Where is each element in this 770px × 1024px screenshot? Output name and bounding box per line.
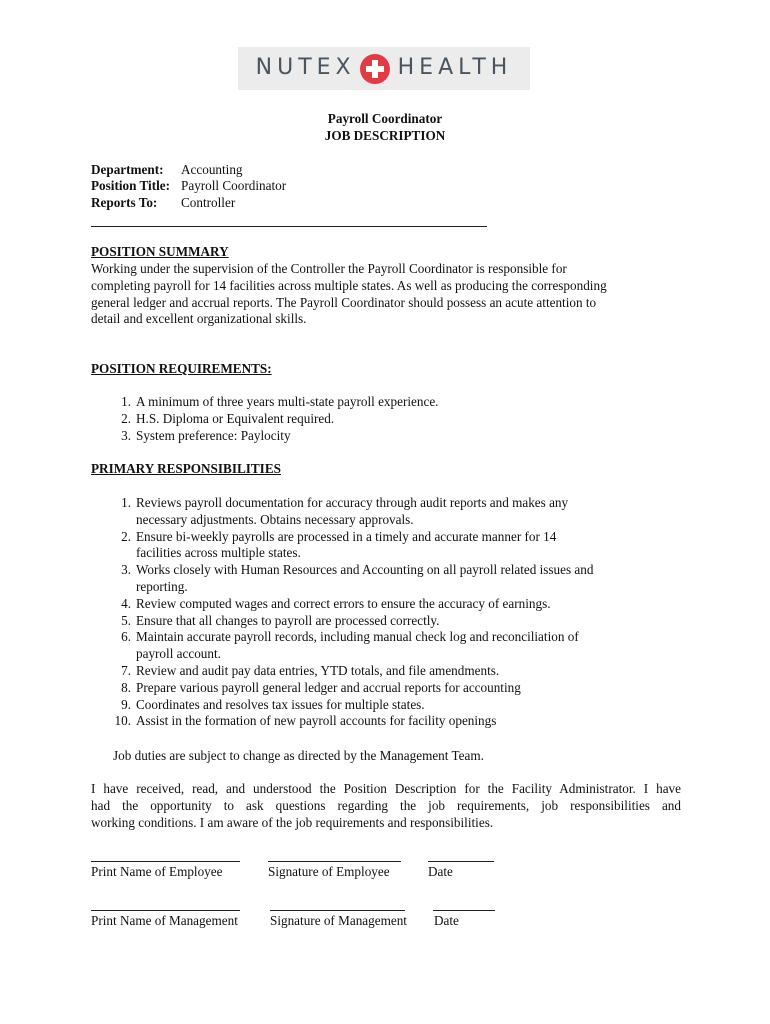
employee-name-label: Print Name of Employee [91,864,223,879]
list-number: 2. [121,410,131,426]
list-text: necessary adjustments. Obtains necessary approvals. [136,511,414,527]
employee-name-line[interactable] [91,861,240,862]
list-number: 9. [121,696,131,712]
summary-line: Working under the supervision of the Controller the Payroll Coordinator is responsible for [91,261,567,276]
list-text: payroll account. [136,646,221,662]
list-item [91,411,666,428]
list-item [91,629,666,663]
list-number: 7. [121,662,131,678]
management-name-line[interactable] [91,910,240,911]
list-text: Coordinates and resolves tax issues for multiple states. [136,696,425,712]
list-text: Prepare various payroll general ledger and accrual reports for accounting [136,679,521,695]
summary-line: completing payroll for 14 facilities across multiple states. As well as producing the corresponding [91,277,607,293]
management-name-label: Print Name of Management [91,913,238,928]
header-divider [91,226,487,227]
list-number: 3. [121,562,131,578]
department-label: Department: [91,162,164,177]
medical-cross-icon [360,54,390,84]
summary-body [91,261,671,328]
employee-date-label: Date [428,864,453,879]
list-number: 4. [121,595,131,611]
summary-line: general ledger and accrual reports. The Payroll Coordinator should possess an acute attention to [91,294,597,310]
requirements-heading: POSITION REQUIREMENTS: [91,361,272,376]
list-number: 5. [121,612,131,628]
list-text: System preference: Paylocity [136,427,291,443]
list-text: Reviews payroll documentation for accuracy through audit reports and makes any [136,495,569,510]
employee-date-line[interactable] [428,861,494,862]
list-number: 3. [121,427,131,443]
document-title: Payroll Coordinator [327,111,443,126]
list-item [91,663,666,680]
management-date-line[interactable] [433,910,495,911]
department-value: Accounting [181,162,243,177]
position-title-label: Position Title: [91,178,171,193]
company-logo [238,47,530,90]
logo-word-right: HEALTH [397,55,513,81]
list-number: 8. [121,679,131,695]
responsibilities-heading: PRIMARY RESPONSIBILITIES [91,461,281,476]
employee-signature-line[interactable] [268,861,401,862]
logo-word-left: NUTEX [255,55,356,81]
management-date-label: Date [434,913,459,928]
position-title-value: Payroll Coordinator [181,178,287,193]
list-number: 1. [121,394,131,409]
acknowledgement-line: working conditions. I am aware of the job requirements and responsibilities. [91,814,494,830]
list-item [91,394,666,411]
list-item [91,596,666,613]
list-text: Assist in the formation of new payroll accounts for facility openings [136,713,497,729]
document-subtitle: JOB DESCRIPTION [324,128,446,143]
responsibilities-list [91,495,666,730]
list-number: 10. [114,713,131,729]
list-item [91,428,666,445]
acknowledgement-paragraph [91,781,681,831]
employee-signature-label: Signature of Employee [268,864,390,879]
list-text: Maintain accurate payroll records, including manual check log and reconciliation of [136,629,579,645]
list-item [91,529,666,563]
department-row [91,162,243,179]
acknowledgement-line: I have received, read, and understood the Position Description for the Facility Administrator. I have [91,781,681,796]
list-text: Ensure bi-weekly payrolls are processed in a timely and accurate manner for 14 [136,528,557,544]
summary-line: detail and excellent organizational skills. [91,311,307,327]
management-signature-line[interactable] [270,910,405,911]
list-text: Works closely with Human Resources and Accounting on all payroll related issues and [136,562,594,578]
reports-to-value: Controller [181,195,236,210]
list-text: A minimum of three years multi-state payroll experience. [136,394,439,409]
reports-to-row [91,195,235,212]
reports-to-label: Reports To: [91,195,158,210]
list-item [91,495,666,529]
list-item [91,697,666,714]
position-title-row [91,178,286,195]
list-text: H.S. Diploma or Equivalent required. [136,410,335,426]
management-signature-label: Signature of Management [270,913,407,928]
list-text: Review and audit pay data entries, YTD totals, and file amendments. [136,662,500,678]
list-item [91,613,666,630]
list-number: 2. [121,528,131,544]
list-text: Ensure that all changes to payroll are processed correctly. [136,612,440,628]
list-text: Review computed wages and correct errors to ensure the accuracy of earnings. [136,595,551,611]
list-number: 1. [121,495,131,510]
list-text: facilities across multiple states. [136,545,301,561]
requirements-list [91,394,666,444]
list-item [91,713,666,730]
acknowledgement-line: had the opportunity to ask questions regarding the job requirements, job responsibilities and [91,797,681,813]
list-number: 6. [121,629,131,645]
list-text: reporting. [136,578,188,594]
duties-note: Job duties are subject to change as directed by the Management Team. [113,748,484,763]
list-item [91,562,666,596]
list-item [91,680,666,697]
summary-heading: POSITION SUMMARY [91,244,229,259]
